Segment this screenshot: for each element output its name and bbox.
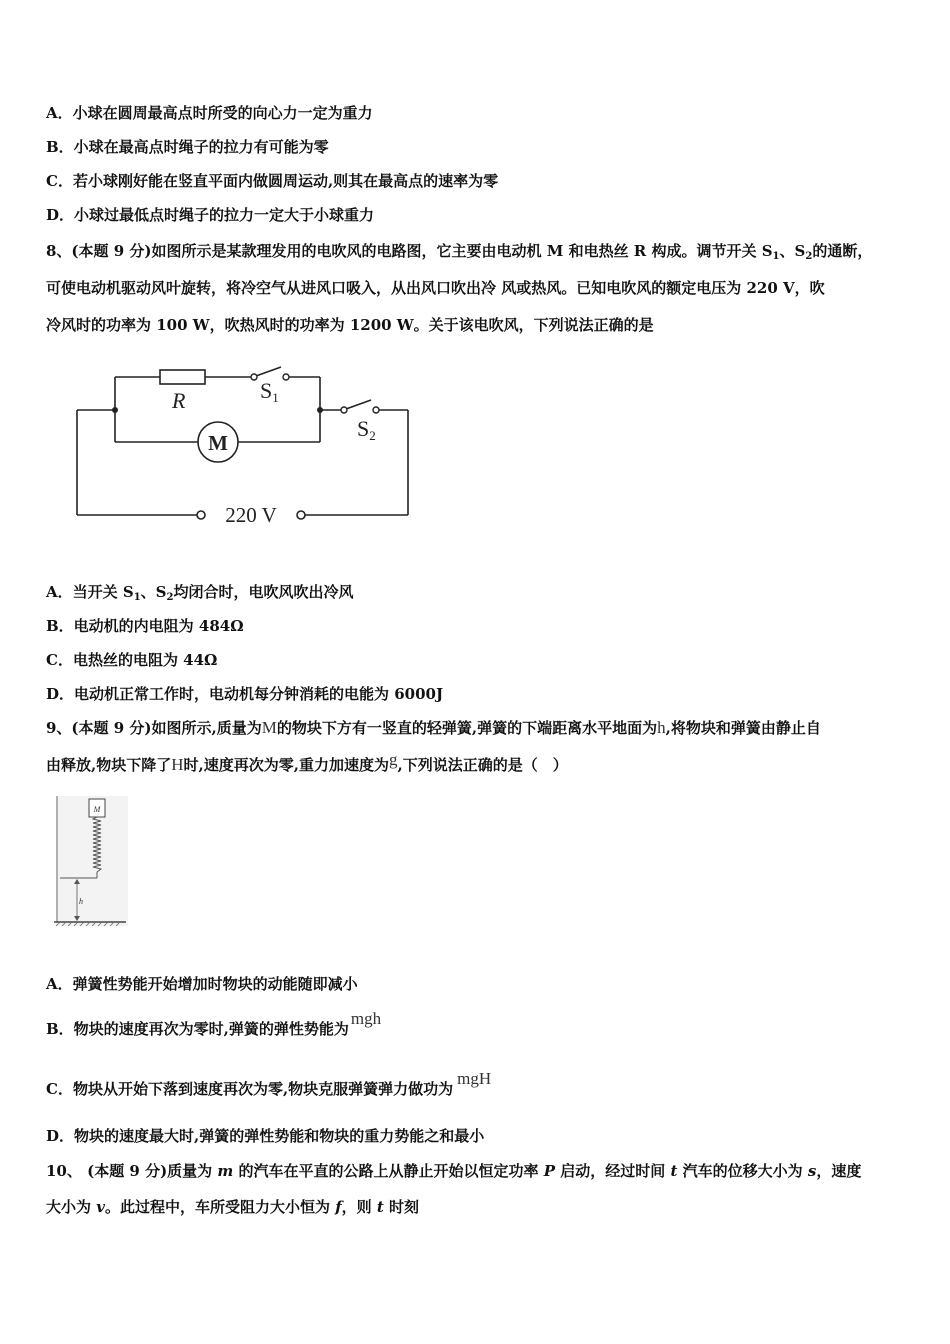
q10-text-c: 启动，经过时间 bbox=[555, 1162, 671, 1180]
s2-contact-b bbox=[373, 407, 379, 413]
q9-symbol-H: H bbox=[171, 755, 184, 774]
q10-text-a: 10、 (本题 9 分)质量为 bbox=[46, 1162, 218, 1180]
q10-text-e: ，速度 bbox=[816, 1162, 862, 1180]
q10-var-f: f bbox=[335, 1198, 342, 1216]
resistor-r bbox=[160, 370, 205, 384]
q9-stem-text-c: ,将物块和弹簧由静止自 bbox=[665, 719, 821, 737]
q10-text-b: 的汽车在平直的公路上从静止开始以恒定功率 bbox=[233, 1162, 544, 1180]
q9-stem-text-f: ,下列说法正确的是（ ） bbox=[397, 756, 568, 774]
q9-symbol-m: M bbox=[261, 718, 277, 737]
q9-stem-text-e: 时,速度再次为零,重力加速度为 bbox=[183, 756, 389, 774]
q9-option-b-expr: mgh bbox=[350, 1009, 382, 1028]
resistor-label: R bbox=[172, 388, 186, 413]
switch-s2 bbox=[346, 400, 371, 409]
q8-option-a-mid: 、S bbox=[140, 583, 167, 601]
q8-option-a bbox=[46, 581, 354, 603]
mass-label: M bbox=[93, 805, 101, 814]
q10-var-s: s bbox=[807, 1162, 817, 1180]
q9-option-c bbox=[46, 1069, 492, 1099]
q8-stem-tail: 的通断， bbox=[812, 242, 873, 260]
junction-left bbox=[112, 407, 118, 413]
circuit-diagram bbox=[60, 360, 420, 535]
q10-text-h: ，则 bbox=[341, 1198, 377, 1216]
q10-stem-line2 bbox=[46, 1196, 419, 1217]
q7-option-d: D．小球过最低点时绳子的拉力一定大于小球重力 bbox=[46, 206, 375, 224]
q8-stem-sep: 、S bbox=[779, 242, 806, 260]
q7-option-a: A．小球在圆周最高点时所受的向心力一定为重力 bbox=[46, 104, 373, 122]
q10-var-p: P bbox=[543, 1162, 556, 1180]
q9-stem-text-a: 9、(本题 9 分)如图所示,质量为 bbox=[46, 719, 262, 737]
q10-text-d: 汽车的位移大小为 bbox=[677, 1162, 808, 1180]
q8-option-b: B．电动机的内电阻为 484Ω bbox=[46, 617, 244, 635]
q8-s2-subscript: 2 bbox=[805, 251, 813, 262]
q10-text-i: 时刻 bbox=[383, 1198, 420, 1216]
q9-symbol-h: h bbox=[657, 718, 666, 737]
q9-option-a: A．弹簧性势能开始增加时物块的动能随即减小 bbox=[46, 975, 358, 993]
q10-var-m: m bbox=[217, 1162, 234, 1180]
q10-text-f: 大小为 bbox=[46, 1198, 97, 1216]
q10-text-g: 。此过程中，车所受阻力大小恒为 bbox=[104, 1198, 336, 1216]
s1-contact-b bbox=[283, 374, 289, 380]
q8-option-a-s2: 2 bbox=[166, 592, 174, 603]
q8-option-a-s1: 1 bbox=[133, 592, 141, 603]
terminal-right bbox=[297, 511, 305, 519]
s1-label: S1 bbox=[260, 378, 279, 405]
q10-stem-line1 bbox=[46, 1160, 861, 1181]
motor-label: M bbox=[208, 431, 228, 455]
q9-stem-line1 bbox=[46, 717, 821, 738]
q9-stem-text-d: 由释放,物块下降了 bbox=[46, 756, 172, 774]
q8-stem-line1 bbox=[46, 240, 872, 262]
voltage-label: 220 V bbox=[225, 503, 277, 527]
switch-s1 bbox=[256, 367, 281, 376]
q9-option-b-text: B．物块的速度再次为零时,弹簧的弹性势能为 bbox=[46, 1020, 349, 1038]
q9-stem-text-b: 的物块下方有一竖直的轻弹簧,弹簧的下端距离水平地面为 bbox=[276, 719, 658, 737]
q10-var-t2: t bbox=[376, 1198, 384, 1216]
q7-option-b: B．小球在最高点时绳子的拉力有可能为零 bbox=[46, 138, 329, 156]
q8-option-a-tail: 均闭合时，电吹风吹出冷风 bbox=[173, 583, 354, 601]
q8-option-c: C．电热丝的电阻为 44Ω bbox=[46, 651, 218, 669]
q9-option-b bbox=[46, 1009, 382, 1039]
height-label: h bbox=[79, 897, 83, 906]
terminal-left bbox=[197, 511, 205, 519]
q8-s1-subscript: 1 bbox=[772, 251, 780, 262]
q8-stem-line2: 可使电动机驱动风叶旋转，将冷空气从进风口吸入，从出风口吹出冷 风或热风。已知电吹风的额定电压为 220 V，吹 bbox=[46, 279, 825, 297]
s2-label: S2 bbox=[357, 416, 376, 443]
s1-contact-a bbox=[251, 374, 257, 380]
s2-contact-a bbox=[341, 407, 347, 413]
q9-stem-line2 bbox=[46, 750, 568, 775]
junction-right bbox=[317, 407, 323, 413]
q9-option-d: D．物块的速度最大时,弹簧的弹性势能和物块的重力势能之和最小 bbox=[46, 1127, 485, 1145]
q8-stem-line3: 冷风时的功率为 100 W，吹热风时的功率为 1200 W。关于该电吹风，下列说法正确的是 bbox=[46, 316, 654, 334]
spring-figure bbox=[52, 796, 132, 931]
q9-option-c-text: C．物块从开始下落到速度再次为零,物块克服弹簧弹力做功为 bbox=[46, 1080, 454, 1098]
q10-var-v: v bbox=[96, 1198, 105, 1216]
q8-option-d: D．电动机正常工作时，电动机每分钟消耗的电能为 6000J bbox=[46, 685, 444, 703]
q8-stem-text: 8、(本题 9 分)如图所示是某款理发用的电吹风的电路图，它主要由电动机 M 和电热丝 R 构成。调节开关 S bbox=[46, 242, 773, 260]
q8-option-a-text: A．当开关 S bbox=[46, 583, 134, 601]
q9-symbol-g: g bbox=[388, 750, 398, 769]
q7-option-c: C．若小球刚好能在竖直平面内做圆周运动,则其在最高点的速率为零 bbox=[46, 172, 499, 190]
q10-var-t: t bbox=[670, 1162, 678, 1180]
q9-option-c-expr: mgH bbox=[457, 1069, 492, 1088]
